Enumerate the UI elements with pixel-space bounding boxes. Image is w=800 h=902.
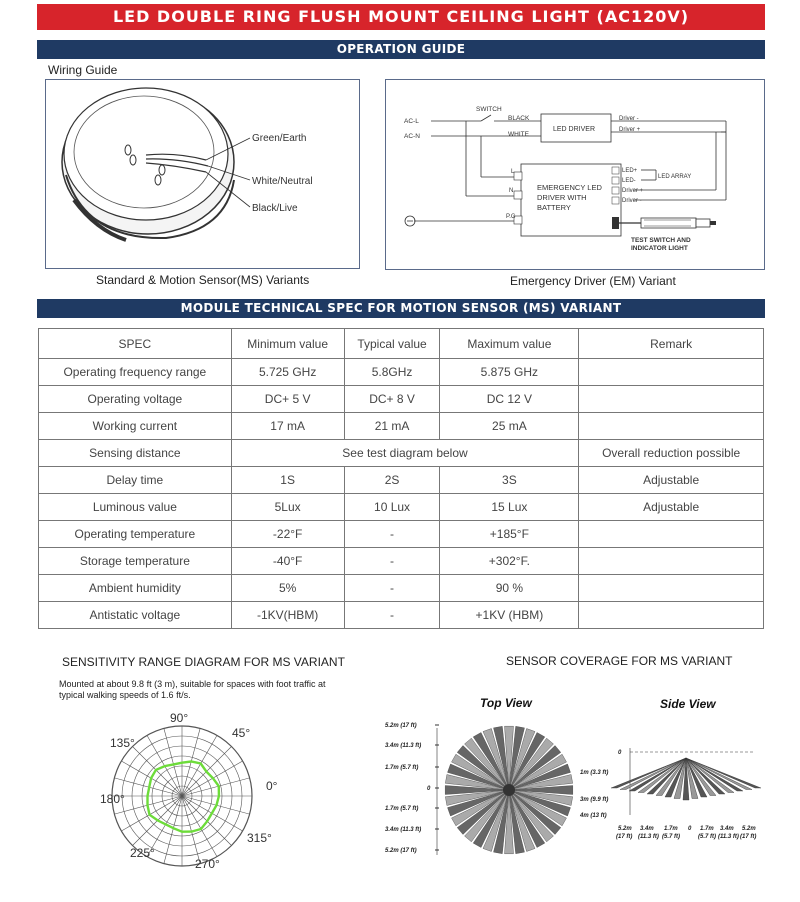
- angle-135-label: 135°: [110, 736, 135, 750]
- top-view-tick-label: 3.4m (11.3 ft): [385, 827, 422, 833]
- table-cell: 2S: [344, 467, 440, 494]
- table-cell: DC 12 V: [440, 386, 579, 413]
- table-cell: 90 %: [440, 575, 579, 602]
- em-driver-line3: BATTERY: [537, 203, 571, 212]
- table-cell: -: [344, 602, 440, 629]
- table-cell: Adjustable: [579, 494, 764, 521]
- table-cell: Antistatic voltage: [39, 602, 232, 629]
- table-cell: 5.875 GHz: [440, 359, 579, 386]
- angle-270-label: 270°: [195, 857, 220, 871]
- table-cell: DC+ 5 V: [231, 386, 344, 413]
- fixture-illustration: [46, 80, 360, 269]
- side-view-x-unit: (5.7 ft): [698, 834, 716, 840]
- side-view-x-label: 1.7m: [664, 826, 678, 832]
- switch-label: SWITCH: [476, 106, 502, 113]
- table-cell: +185°F: [440, 521, 579, 548]
- table-row: [39, 521, 764, 548]
- column-header: Minimum value: [231, 329, 344, 359]
- n-label: N: [509, 188, 514, 194]
- green-earth-label: Green/Earth: [252, 133, 307, 144]
- em-driver-line1: EMERGENCY LED: [537, 183, 602, 192]
- em-driver-plus-label: Driver +: [622, 188, 644, 194]
- acl-label: AC-L: [404, 118, 419, 125]
- table-cell: Operating temperature: [39, 521, 232, 548]
- angle-225-label: 225°: [130, 846, 155, 860]
- l-label: L: [511, 169, 515, 175]
- spec-table: [38, 328, 764, 629]
- top-view-title: Top View: [480, 696, 532, 710]
- table-cell: 10 Lux: [344, 494, 440, 521]
- test-switch-line1: TEST SWITCH AND: [631, 237, 691, 244]
- table-cell: DC+ 8 V: [344, 386, 440, 413]
- table-cell: 5%: [231, 575, 344, 602]
- side-view-y-label: 4m (13 ft): [580, 813, 607, 819]
- table-cell: -22°F: [231, 521, 344, 548]
- table-cell: [579, 521, 764, 548]
- table-cell: 1S: [231, 467, 344, 494]
- table-cell: Operating voltage: [39, 386, 232, 413]
- angle-45-label: 45°: [232, 726, 251, 740]
- side-view-y-label: 3m (9.9 ft): [580, 797, 609, 803]
- acn-label: AC-N: [404, 133, 420, 140]
- table-cell: -: [344, 548, 440, 575]
- side-view-x-unit: (17 ft): [740, 834, 757, 840]
- top-view-tick-label: 1.7m (5.7 ft): [385, 765, 419, 771]
- white-wire-label: WHITE: [508, 131, 529, 138]
- em-variant-caption: Emergency Driver (EM) Variant: [510, 274, 676, 288]
- side-view-x-unit: (17 ft): [616, 834, 633, 840]
- column-header: SPEC: [39, 329, 232, 359]
- table-cell: +1KV (HBM): [440, 602, 579, 629]
- table-cell: Overall reduction possible: [579, 440, 764, 467]
- led-plus-label: LED+: [622, 168, 638, 174]
- side-view-y-label: 1m (3.3 ft): [580, 770, 609, 776]
- table-cell: 17 mA: [231, 413, 344, 440]
- black-wire-label: BLACK: [508, 115, 530, 122]
- white-neutral-label: White/Neutral: [252, 176, 313, 187]
- table-row: [39, 467, 764, 494]
- column-header: Maximum value: [440, 329, 579, 359]
- driver-minus-label: Driver -: [619, 116, 639, 122]
- side-view-x-unit: (11.3 ft): [638, 834, 659, 840]
- table-cell: Ambient humidity: [39, 575, 232, 602]
- column-header: Typical value: [344, 329, 440, 359]
- spec-banner: MODULE TECHNICAL SPEC FOR MOTION SENSOR (MS) VARIANT: [37, 299, 765, 318]
- table-cell: [579, 413, 764, 440]
- led-driver-label: LED DRIVER: [553, 126, 596, 133]
- table-cell: 3S: [440, 467, 579, 494]
- page-title: LED DOUBLE RING FLUSH MOUNT CEILING LIGHT (AC120V): [37, 4, 765, 30]
- table-row: [39, 575, 764, 602]
- polar-sensitivity-diagram: [100, 708, 290, 873]
- angle-180-label: 180°: [100, 792, 125, 806]
- coverage-title: SENSOR COVERAGE FOR MS VARIANT: [506, 654, 733, 668]
- side-view-x-unit: (5.7 ft): [662, 834, 680, 840]
- side-view-x-label: 3.4m: [720, 826, 734, 832]
- table-cell: Storage temperature: [39, 548, 232, 575]
- spec-header-row: [39, 329, 764, 359]
- table-cell: +302°F.: [440, 548, 579, 575]
- table-cell: 25 mA: [440, 413, 579, 440]
- side-view-diagram: [570, 690, 770, 845]
- wiring-guide-heading: Wiring Guide: [48, 63, 118, 77]
- table-cell: 5.725 GHz: [231, 359, 344, 386]
- em-driver-line2: DRIVER WITH: [537, 193, 587, 202]
- sensitivity-title: SENSITIVITY RANGE DIAGRAM FOR MS VARIANT: [62, 655, 345, 669]
- angle-90-label: 90°: [170, 711, 189, 725]
- table-cell: Working current: [39, 413, 232, 440]
- em-driver-minus-label: Driver -: [622, 198, 642, 204]
- table-cell: 5.8GHz: [344, 359, 440, 386]
- sensitivity-note: Mounted at about 9.8 ft (3 m), suitable for spaces with foot traffic at typical walking speeds of 1.6 ft/s.: [59, 679, 326, 700]
- test-switch-line2: INDICATOR LIGHT: [631, 245, 688, 252]
- side-view-x-label: 1.7m: [700, 826, 714, 832]
- table-cell: Adjustable: [579, 467, 764, 494]
- side-view-y-label: 0: [618, 750, 622, 756]
- table-cell: 21 mA: [344, 413, 440, 440]
- table-cell: Sensing distance: [39, 440, 232, 467]
- black-live-label: Black/Live: [252, 203, 298, 214]
- top-view-tick-label: 1.7m (5.7 ft): [385, 806, 419, 812]
- table-cell: [579, 386, 764, 413]
- side-view-title: Side View: [660, 697, 716, 711]
- table-cell: -: [344, 575, 440, 602]
- side-view-x-label: 0: [688, 826, 692, 832]
- table-row: [39, 359, 764, 386]
- pg-label: P.G: [506, 214, 516, 220]
- table-cell: Operating frequency range: [39, 359, 232, 386]
- side-view-x-label: 5.2m: [618, 826, 632, 832]
- table-cell: 5Lux: [231, 494, 344, 521]
- table-cell: Luminous value: [39, 494, 232, 521]
- table-cell: -: [344, 521, 440, 548]
- table-cell: [579, 548, 764, 575]
- table-row: [39, 386, 764, 413]
- top-view-tick-label: 0: [427, 786, 431, 792]
- angle-0-label: 0°: [266, 779, 278, 793]
- table-row: [39, 440, 764, 467]
- table-row: [39, 602, 764, 629]
- top-view-diagram: [365, 690, 590, 865]
- emergency-wiring-panel: [385, 79, 765, 270]
- table-row: [39, 413, 764, 440]
- em-wiring-diagram: [386, 80, 765, 270]
- side-view-x-label: 5.2m: [742, 826, 756, 832]
- side-view-x-unit: (11.3 ft): [718, 834, 739, 840]
- top-view-tick-label: 5.2m (17 ft): [385, 848, 417, 854]
- standard-wiring-panel: [45, 79, 360, 269]
- table-row: [39, 494, 764, 521]
- table-cell: See test diagram below: [231, 440, 579, 467]
- operation-guide-banner: OPERATION GUIDE: [37, 40, 765, 59]
- table-cell: [579, 575, 764, 602]
- side-coverage-ray: [683, 758, 689, 800]
- led-minus-label: LED-: [622, 178, 636, 184]
- side-view-x-label: 3.4m: [640, 826, 654, 832]
- table-cell: [579, 359, 764, 386]
- top-view-tick-label: 3.4m (11.3 ft): [385, 743, 422, 749]
- driver-plus-label: Driver +: [619, 127, 641, 133]
- standard-variant-caption: Standard & Motion Sensor(MS) Variants: [96, 273, 310, 287]
- column-header: Remark: [579, 329, 764, 359]
- table-cell: [579, 602, 764, 629]
- table-cell: -1KV(HBM): [231, 602, 344, 629]
- polar-spoke: [133, 747, 182, 796]
- led-array-label: LED ARRAY: [658, 174, 692, 180]
- table-row: [39, 548, 764, 575]
- angle-315-label: 315°: [247, 831, 272, 845]
- table-cell: 15 Lux: [440, 494, 579, 521]
- top-view-tick-label: 5.2m (17 ft): [385, 723, 417, 729]
- table-cell: Delay time: [39, 467, 232, 494]
- table-cell: -40°F: [231, 548, 344, 575]
